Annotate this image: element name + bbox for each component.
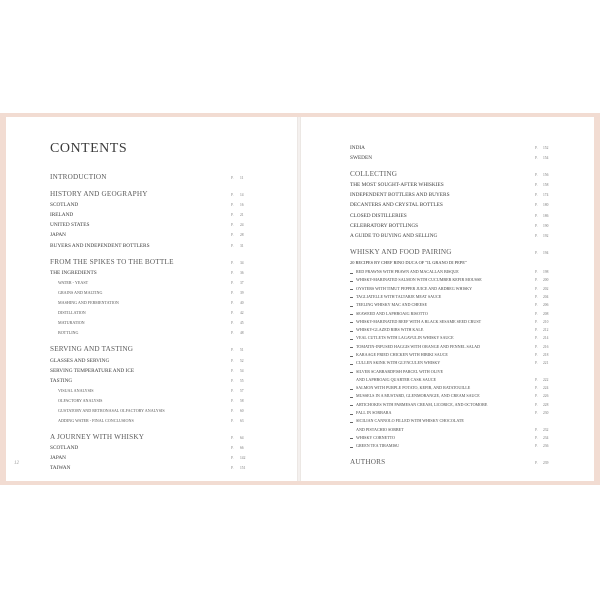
page-number: 202 (543, 286, 549, 291)
entry-title: JAPAN (50, 232, 66, 239)
toc-entry[interactable] (50, 463, 256, 473)
toc-entry-introduction[interactable] (50, 173, 256, 183)
recipe-title: KARAAGE FRIED CHICKEN WITH HIBIKI SAUCE (356, 352, 448, 357)
page-number: 214 (543, 336, 549, 341)
toc-entry[interactable] (50, 376, 256, 386)
page-prefix: P. (535, 270, 538, 275)
pairing-intro (350, 258, 550, 268)
dash-icon (350, 331, 353, 332)
page-number: 239 (543, 460, 549, 465)
recipe-entry[interactable] (350, 442, 550, 450)
entry-title: OLFACTORY ANALYSIS (58, 397, 103, 403)
page-prefix: P. (231, 270, 234, 275)
page-prefix: P. (535, 344, 538, 349)
page-number: 42 (240, 311, 244, 316)
page-prefix: P. (231, 233, 234, 238)
dash-icon (350, 322, 353, 323)
page-number: 236 (543, 444, 549, 449)
toc-entry[interactable] (50, 220, 256, 230)
page-prefix: P. (535, 250, 538, 255)
page-number: 66 (240, 446, 244, 451)
page-number: 212 (543, 328, 549, 333)
dash-icon (350, 281, 353, 282)
toc-subentry[interactable] (50, 298, 256, 308)
page-number: 51 (240, 348, 244, 353)
page-prefix: P. (231, 408, 234, 413)
recipe-entry[interactable] (350, 417, 550, 425)
recipe-title: CULLEN SKINK WITH GLYNCULEN WHISKY (356, 360, 441, 366)
page-prefix: P. (535, 353, 538, 357)
recipe-entry[interactable] (350, 409, 550, 417)
page-number: 24 (240, 223, 244, 228)
page-prefix: P. (231, 388, 234, 393)
page-number: 45 (240, 321, 244, 326)
toc-subentry[interactable] (50, 396, 256, 406)
page-prefix: P. (535, 427, 538, 432)
recipe-entry[interactable] (350, 293, 550, 301)
recipe-title: AND PISTACHIO SORBET (356, 426, 404, 432)
page-number: 60 (240, 408, 244, 413)
entry-title: INDIA (350, 145, 366, 151)
page-prefix: P. (535, 394, 538, 399)
recipe-entry[interactable] (350, 268, 550, 276)
page-number: 156 (543, 173, 549, 178)
toc-entry[interactable] (350, 190, 550, 200)
entry-title: SWEDEN (350, 155, 373, 162)
dash-icon (350, 438, 353, 439)
entry-title: CLOSED DISTILLERIES (350, 212, 407, 219)
page-prefix: P. (231, 213, 234, 218)
page-prefix: P. (535, 402, 538, 407)
page-number: 31 (240, 243, 244, 248)
section-title: COLLECTING (350, 170, 398, 179)
section-title: AUTHORS (350, 457, 386, 466)
toc-subentry[interactable] (50, 278, 256, 288)
toc-subentry[interactable] (50, 328, 256, 338)
entry-title: VISUAL ANALYSIS (58, 387, 94, 393)
entry-title: BOTTLING (58, 330, 79, 336)
page-prefix: P. (231, 223, 234, 228)
page-number: 226 (543, 394, 549, 399)
entry-title: TASTING (50, 377, 73, 384)
page-prefix: P. (535, 146, 538, 150)
toc-entry[interactable] (350, 153, 550, 163)
recipe-entry[interactable] (350, 326, 550, 334)
toc-entry[interactable] (50, 356, 256, 366)
toc-subentry[interactable] (50, 318, 256, 328)
page-number: 48 (240, 331, 244, 336)
page-number: 151 (240, 466, 246, 471)
recipe-title: SILVER SCABBARDFISH PARCEL WITH OLIVE (356, 368, 444, 374)
page-number: 192 (543, 233, 549, 238)
recipe-title: MUSSELS IN A MUSTARD, GLENMORANGIE, AND CREAM SAUCE (356, 393, 480, 399)
recipe-title: GREEN TEA TIRAMISU (356, 443, 400, 449)
recipe-title: WHISKY-MARINATED SALMON WITH CUCUMBER KEFIR MOUSSE (356, 277, 482, 283)
recipe-entry[interactable] (350, 276, 550, 284)
toc-entry[interactable] (350, 231, 550, 241)
dash-icon (350, 422, 353, 423)
entry-title: GUSTATORY AND RETRONASAL OLFACTORY ANALYSIS (58, 407, 165, 413)
page-number: 63 (240, 419, 244, 424)
entry-title: TAIWAN (50, 465, 71, 472)
toc-subentry[interactable] (50, 416, 256, 426)
recipe-title: SICILIAN CANNOLO FILLED WITH WHISKY CHOCOLATE (356, 418, 464, 424)
dash-icon (350, 289, 353, 290)
page-prefix: P. (231, 243, 234, 248)
recipe-title: FALL IN SORBARA (356, 410, 392, 416)
recipe-title: TAGLIATELLE WITH TALTARJE MEAT SAUCE (356, 293, 442, 299)
page-prefix: P. (535, 319, 538, 324)
entry-title: GRAINS AND MALTING (58, 289, 103, 295)
page-prefix: P. (535, 173, 538, 178)
entry-title: THE MOST SOUGHT-AFTER WHISKIES (350, 182, 444, 189)
toc-section-journey[interactable] (50, 433, 256, 443)
page-prefix: P. (231, 321, 234, 326)
recipe-title: WHISKY-GLAZED RIBS WITH KALE (356, 327, 424, 333)
recipe-title: SEAWEED AND LAPHROAIG RISOTTO (356, 310, 428, 316)
dash-icon (350, 397, 353, 398)
page-number: 204 (543, 294, 549, 299)
page-prefix: P. (535, 156, 538, 161)
page-number: 194 (543, 250, 549, 255)
toc-subentry[interactable] (50, 386, 256, 396)
toc-subentry[interactable] (50, 406, 256, 416)
toc-entry[interactable] (50, 241, 256, 251)
page-number: 232 (543, 427, 549, 432)
recipe-entry[interactable] (350, 310, 550, 318)
page-number: 16 (240, 203, 244, 208)
recipe-entry[interactable] (350, 434, 550, 442)
left-page (6, 117, 297, 481)
page-prefix: P. (535, 328, 538, 333)
dash-icon (350, 414, 353, 415)
page-prefix: P. (535, 444, 538, 449)
section-title: WHISKY AND FOOD PAIRING (350, 247, 452, 256)
recipe-entry[interactable] (350, 301, 550, 309)
toc-section-collecting[interactable] (350, 170, 550, 180)
toc-entry[interactable] (350, 200, 550, 210)
toc-entry[interactable] (50, 443, 256, 453)
entry-title: ADDING WATER - FINAL CONCLUSIONS (58, 418, 134, 424)
page-prefix: P. (535, 183, 538, 188)
recipe-list (350, 268, 550, 451)
entry-title: DECANTERS AND CRYSTAL BOTTLES (350, 202, 443, 209)
page-number: 11 (240, 176, 244, 180)
page-number: 55 (240, 378, 244, 383)
entry-title: GLASSES AND SERVING (50, 357, 110, 364)
recipe-entry[interactable] (350, 343, 550, 351)
page-prefix: P. (535, 336, 538, 341)
dash-icon (350, 405, 353, 406)
page-folio: 12 (14, 461, 19, 466)
dash-icon (350, 372, 353, 373)
page-number: 216 (543, 344, 549, 349)
page-prefix: P. (535, 233, 538, 238)
right-page (301, 117, 594, 481)
toc-subentry[interactable] (50, 308, 256, 318)
page-prefix: P. (535, 286, 538, 291)
recipe-entry[interactable] (350, 426, 550, 434)
page-number: 180 (543, 203, 549, 208)
page-number: 224 (543, 386, 549, 391)
recipe-title: ARTICHOKES WITH PARMESAN CREAM, LICORICE, AND OCTOMORE (356, 401, 488, 407)
recipe-title: TOMATIN-INFUSED HAGGIS WITH ORANGE AND FENNEL SALAD (356, 343, 481, 349)
page-number: 222 (543, 377, 549, 382)
page-number: 64 (240, 436, 244, 441)
intro-text: 20 RECIPES BY CHEF RINO DUCA OF "IL GRANO DI PEPE" (350, 259, 467, 265)
page-prefix: P. (535, 213, 538, 218)
toc-entry[interactable] (350, 221, 550, 231)
page-prefix: P. (231, 193, 234, 198)
page-prefix: P. (231, 280, 234, 285)
contents-title: CONTENTS (50, 141, 128, 156)
page-prefix: P. (231, 378, 234, 383)
page-prefix: P. (231, 436, 234, 441)
page-number: 206 (543, 303, 549, 308)
dash-icon (350, 306, 353, 307)
page-prefix: P. (535, 223, 538, 228)
recipe-entry[interactable] (350, 351, 550, 359)
page-number: 28 (240, 233, 244, 238)
entry-title: A GUIDE TO BUYING AND SELLING (350, 232, 438, 239)
page-prefix: P. (535, 386, 538, 391)
recipe-entry[interactable] (350, 392, 550, 400)
page-number: 234 (543, 435, 549, 440)
page-prefix: P. (231, 176, 234, 180)
recipe-title: AND LAPHROAIG QUARTER CASK SAUCE (356, 376, 437, 382)
page-number: 186 (543, 213, 549, 218)
dash-icon (350, 347, 353, 348)
page-number: 34 (240, 260, 244, 265)
page-prefix: P. (231, 348, 234, 353)
page-number: 57 (240, 388, 244, 393)
page-prefix: P. (231, 203, 234, 208)
section-title: INTRODUCTION (50, 173, 107, 181)
page-prefix: P. (535, 193, 538, 198)
entry-title: IRELAND (50, 212, 74, 219)
entry-title: DISTILLATION (58, 310, 86, 316)
page-number: 39 (240, 290, 244, 295)
recipe-entry[interactable] (350, 359, 550, 367)
page-prefix: P. (231, 301, 234, 306)
dash-icon (350, 447, 353, 448)
dash-icon (350, 356, 353, 357)
recipe-entry[interactable] (350, 376, 550, 384)
toc-entry[interactable] (350, 143, 550, 153)
entry-title: THE INGREDIENTS (50, 269, 97, 276)
recipe-entry[interactable] (350, 384, 550, 392)
book-spread (0, 113, 600, 485)
toc-entry[interactable] (50, 200, 256, 210)
page-number: 208 (543, 311, 549, 316)
page-number: 174 (543, 193, 549, 198)
page-prefix: P. (535, 435, 538, 440)
page-number: 210 (543, 319, 549, 324)
toc-entry[interactable] (350, 180, 550, 190)
toc-subentry[interactable] (50, 288, 256, 298)
entry-title: MASHING AND FERMENTATION (58, 300, 119, 306)
recipe-entry[interactable] (350, 334, 550, 342)
toc-section-history[interactable] (50, 190, 256, 200)
recipe-title: SALMON WITH PURPLE POTATO, KEFIR, AND RATATOUILLE (356, 385, 471, 391)
toc-entry[interactable] (350, 211, 550, 221)
page-number: 158 (543, 183, 549, 188)
entry-title: BUYERS AND INDEPENDENT BOTTLERS (50, 242, 150, 249)
page-prefix: P. (231, 419, 234, 424)
entry-title: SCOTLAND (50, 445, 79, 452)
recipe-title: TEELING WHISKY MAC AND CHEESE (356, 302, 427, 308)
page-number: 52 (240, 358, 244, 363)
toc-entry[interactable] (50, 453, 256, 463)
page-prefix: P. (535, 377, 538, 382)
entry-title: UNITED STATES (50, 222, 90, 229)
page-number: 21 (240, 213, 244, 218)
page-prefix: P. (231, 311, 234, 316)
entry-title: INDEPENDENT BOTTLERS AND BUYERS (350, 192, 450, 199)
page-prefix: P. (535, 294, 538, 299)
toc-entry[interactable] (50, 210, 256, 220)
recipe-entry[interactable] (350, 318, 550, 326)
entry-title: SERVING TEMPERATURE AND ICE (50, 367, 135, 374)
section-title: FROM THE SPIKES TO THE BOTTLE (50, 257, 174, 266)
section-title: A JOURNEY WITH WHISKY (50, 433, 145, 442)
page-prefix: P. (535, 203, 538, 208)
recipe-title: VEAL CUTLETS WITH LAGAVULIN WHISKY SAUCE (356, 335, 454, 341)
page-prefix: P. (231, 260, 234, 265)
page-number: 154 (543, 156, 549, 161)
left-toc (50, 173, 256, 474)
toc-entry[interactable] (50, 366, 256, 376)
page-number: 190 (543, 223, 549, 228)
dash-icon (350, 364, 353, 365)
page-number: 221 (543, 361, 549, 366)
page-number: 58 (240, 398, 244, 403)
section-title: SERVING AND TASTING (50, 345, 134, 354)
page-number: 14 (240, 193, 244, 198)
recipe-entry[interactable] (350, 368, 550, 376)
entry-title: MATURATION (58, 320, 85, 326)
dash-icon (350, 339, 353, 340)
page-number: 142 (240, 456, 246, 461)
page-number: 152 (543, 146, 549, 150)
dash-icon (350, 297, 353, 298)
recipe-title: WHISKY CORNETTO (356, 434, 396, 440)
page-prefix: P. (535, 460, 538, 465)
page-prefix: P. (535, 278, 538, 283)
toc-section-authors[interactable] (350, 458, 550, 468)
page-prefix: P. (231, 368, 234, 373)
page-prefix: P. (231, 331, 234, 336)
recipe-title: WHISKY-MARINATED BEEF WITH A BLACK SESAME SEED CRUST (356, 318, 482, 324)
page-prefix: P. (231, 290, 234, 295)
dash-icon (350, 273, 353, 274)
toc-entry[interactable] (50, 268, 256, 278)
page-number: 37 (240, 280, 244, 285)
page-number: 198 (543, 270, 549, 275)
recipe-title: RED PRAWNS WITH PRAWN AND MACALLAN BISQUE (356, 269, 459, 275)
toc-section-pairing[interactable] (350, 248, 550, 258)
page-number: 54 (240, 368, 244, 373)
page-number: 218 (543, 353, 549, 357)
page-number: 40 (240, 301, 244, 306)
recipe-entry[interactable] (350, 285, 550, 293)
entry-title: JAPAN (50, 455, 66, 462)
dash-icon (350, 314, 353, 315)
page-number: 230 (543, 411, 549, 416)
page-prefix: P. (535, 411, 538, 416)
entry-title: SCOTLAND (50, 202, 79, 209)
dash-icon (350, 389, 353, 390)
toc-section-spikes[interactable] (50, 258, 256, 268)
page-prefix: P. (535, 311, 538, 316)
entry-title: WATER - YEAST (58, 279, 89, 285)
toc-section-serving[interactable] (50, 345, 256, 355)
toc-entry[interactable] (50, 230, 256, 240)
page-prefix: P. (231, 456, 234, 461)
section-title: HISTORY AND GEOGRAPHY (50, 190, 148, 199)
recipe-title: OYSTERS WITH TIMUT PEPPER JUICE AND ARDBEG WHISKY (356, 285, 473, 291)
page-prefix: P. (535, 361, 538, 366)
page-number: 36 (240, 270, 244, 275)
entry-title: CELEBRATORY BOTTLINGS (350, 222, 419, 229)
page-prefix: P. (231, 398, 234, 403)
page-number: 228 (543, 402, 549, 407)
page-number: 200 (543, 278, 549, 283)
page-prefix: P. (535, 303, 538, 308)
page-prefix: P. (231, 466, 234, 471)
right-toc (350, 143, 550, 468)
recipe-entry[interactable] (350, 401, 550, 409)
page-prefix: P. (231, 446, 234, 451)
page-prefix: P. (231, 358, 234, 363)
